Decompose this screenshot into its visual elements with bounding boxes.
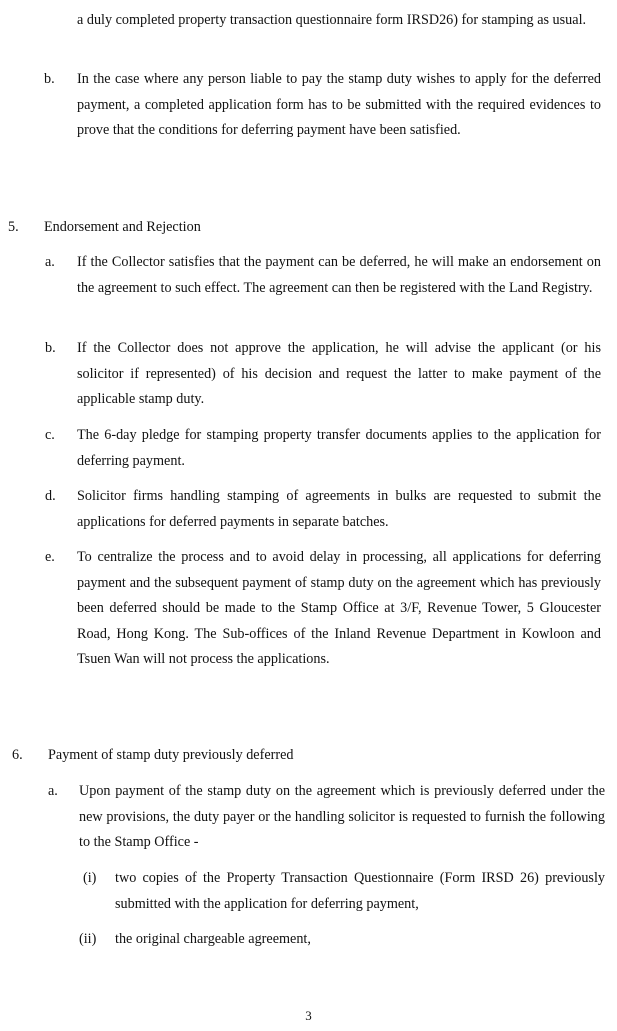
section-5e-text: To centralize the process and to avoid delay in processing, all applications for deferring payment and the subsequent payment of stamp duty on the agreement which has previously been deferred should be made to the Stamp Office at 3/F, Revenue Tower, 5 Gloucester Road, Hong Kong. The Sub-offices of the Inland Revenue Department in Kowloon and Tsuen Wan will not process the applications.: [77, 549, 601, 667]
section-5b-label: b.: [45, 340, 56, 356]
section-5d-label: d.: [45, 488, 56, 504]
section-6a-i-text: two copies of the Property Transaction Questionnaire (Form IRSD 26) previously submitted with the application for deferring payment,: [115, 870, 605, 912]
section-5b-text: If the Collector does not approve the application, he will advise the applicant (or his solicitor if represented) of his decision and request the latter to make payment of the applicable stamp duty.: [77, 340, 601, 407]
section-5e-label: e.: [45, 549, 55, 565]
section-6a-text: Upon payment of the stamp duty on the agreement which is previously deferred under the new provisions, the duty payer or the handling solicitor is requested to furnish the following to the Stamp Office -: [79, 783, 605, 850]
section-5c-text: The 6-day pledge for stamping property transfer documents applies to the application for deferring payment.: [77, 427, 601, 469]
section-4a-continuation: a duly completed property transaction questionnaire form IRSD26) for stamping as usual.: [77, 12, 587, 28]
page-number: 3: [305, 1008, 312, 1023]
section-5a-label: a.: [45, 254, 55, 270]
section-6a-ii-text: the original chargeable agreement,: [115, 931, 311, 947]
section-6a-label: a.: [48, 783, 58, 799]
section-6a-ii-label: (ii): [79, 931, 97, 947]
section-5c-label: c.: [45, 427, 55, 443]
section-5-title: Endorsement and Rejection: [44, 219, 201, 235]
section-6-title: Payment of stamp duty previously deferred: [48, 747, 294, 763]
section-6-number: 6.: [12, 747, 23, 763]
section-5-number: 5.: [8, 219, 19, 235]
section-6a-i-label: (i): [83, 870, 97, 886]
section-5a-text: If the Collector satisfies that the payment can be deferred, he will make an endorsement on the agreement to such effect. The agreement can then be registered with the Land Registry.: [77, 254, 601, 296]
section-4b-label: b.: [44, 71, 55, 87]
section-4b-text: In the case where any person liable to pay the stamp duty wishes to apply for the deferred payment, a completed application form has to be submitted with the required evidences to prove that the conditions for deferring payment have been satisfied.: [77, 71, 601, 138]
section-5d-text: Solicitor firms handling stamping of agreements in bulks are requested to submit the applications for deferred payments in separate batches.: [77, 488, 601, 530]
